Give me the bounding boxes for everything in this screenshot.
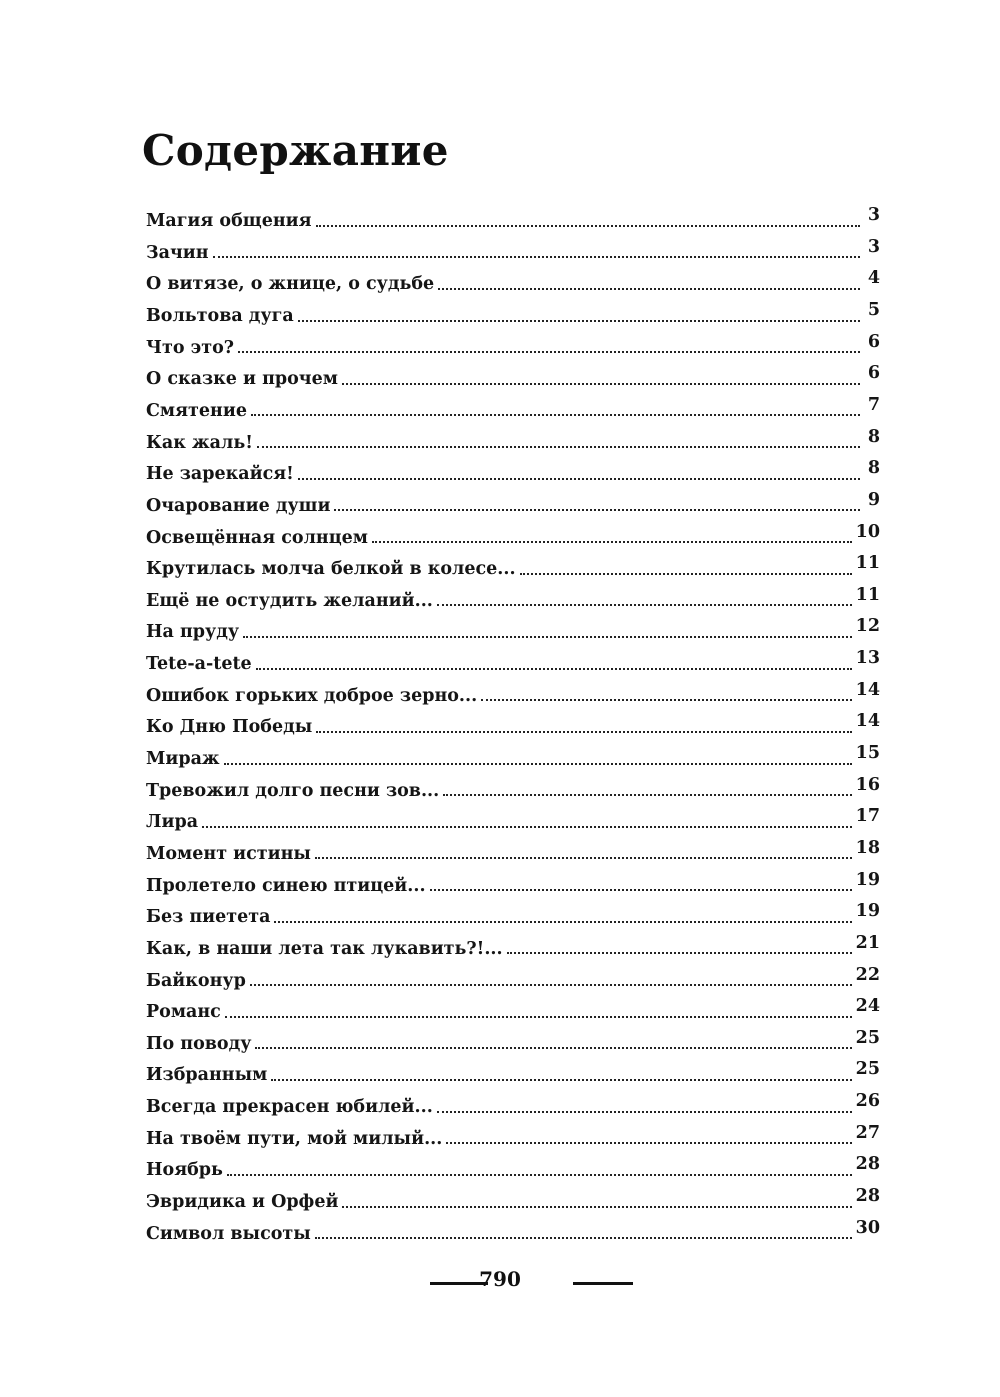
toc-entry-page-number: 25 (855, 1059, 880, 1080)
toc-entry-title: Всегда прекрасен юбилей... (146, 1097, 433, 1118)
toc-entry-title: Зачин (146, 242, 209, 263)
toc-entry (146, 644, 880, 676)
toc-entry-page-number: 9 (867, 489, 880, 510)
toc-entry (146, 581, 880, 613)
toc-entry (146, 201, 880, 233)
toc-entry-title: Как жаль! (146, 432, 253, 453)
table-of-contents (146, 201, 880, 1245)
toc-entry-page-number: 8 (867, 426, 880, 447)
page-title: Содержание (142, 126, 449, 175)
toc-dot-leader (256, 668, 852, 670)
toc-dot-leader (224, 763, 852, 765)
toc-dot-leader (342, 383, 860, 385)
toc-dot-leader (227, 1174, 852, 1176)
toc-entry-title: На твоём пути, мой милый... (146, 1128, 443, 1149)
toc-dot-leader (315, 857, 852, 859)
toc-entry-title: Не зарекайся! (146, 464, 294, 485)
toc-entry-page-number: 8 (867, 458, 880, 479)
toc-entry (146, 1150, 880, 1182)
toc-entry-title: Ещё не остудить желаний... (146, 590, 433, 611)
toc-entry (146, 834, 880, 866)
toc-entry-title: Байконур (146, 970, 246, 991)
toc-entry-title: Без пиетета (146, 907, 271, 928)
toc-dot-leader (372, 541, 852, 543)
toc-entry-page-number: 15 (855, 743, 880, 764)
toc-entry-page-number: 6 (867, 331, 880, 352)
toc-entry (146, 486, 880, 518)
toc-entry-page-number: 17 (855, 806, 880, 827)
toc-entry-title: Романс (146, 1002, 221, 1023)
toc-dot-leader (342, 1206, 851, 1208)
toc-dot-leader (213, 256, 860, 258)
toc-entry-page-number: 21 (855, 932, 880, 953)
toc-entry (146, 233, 880, 265)
toc-dot-leader (437, 604, 852, 606)
toc-entry-title: Очарование души (146, 495, 331, 516)
toc-entry (146, 1119, 880, 1151)
toc-dot-leader (437, 1111, 852, 1113)
toc-entry-title: Момент истины (146, 843, 311, 864)
toc-entry (146, 549, 880, 581)
toc-entry (146, 707, 880, 739)
toc-entry (146, 897, 880, 929)
toc-entry-title: Символ высоты (146, 1223, 311, 1244)
toc-entry-title: Смятение (146, 400, 247, 421)
toc-dot-leader (238, 351, 860, 353)
toc-entry (146, 676, 880, 708)
toc-entry-page-number: 22 (855, 964, 880, 985)
toc-entry (146, 391, 880, 423)
toc-dot-leader (507, 952, 852, 954)
toc-dot-leader (243, 636, 852, 638)
toc-entry (146, 517, 880, 549)
toc-entry (146, 992, 880, 1024)
toc-entry-page-number: 18 (855, 837, 880, 858)
toc-entry (146, 1182, 880, 1214)
toc-entry (146, 865, 880, 897)
toc-entry-page-number: 5 (867, 300, 880, 321)
toc-entry-title: Крутилась молча белкой в колесе... (146, 559, 516, 580)
toc-entry-title: Tete-a-tete (146, 654, 252, 675)
toc-entry-title: Как, в наши лета так лукавить?!... (146, 938, 503, 959)
toc-entry-title: Ошибок горьких доброе зерно... (146, 685, 478, 706)
toc-dot-leader (274, 921, 851, 923)
toc-dot-leader (202, 826, 852, 828)
toc-entry (146, 1087, 880, 1119)
toc-dot-leader (481, 699, 851, 701)
toc-entry (146, 454, 880, 486)
toc-entry (146, 1214, 880, 1246)
toc-entry-title: По поводу (146, 1033, 252, 1054)
toc-dot-leader (255, 1047, 851, 1049)
toc-dot-leader (271, 1079, 851, 1081)
toc-entry (146, 359, 880, 391)
toc-dot-leader (251, 414, 860, 416)
toc-entry (146, 296, 880, 328)
toc-entry-page-number: 12 (855, 616, 880, 637)
toc-entry-page-number: 14 (855, 711, 880, 732)
toc-entry-title: Ко Дню Победы (146, 717, 313, 738)
toc-entry-page-number: 13 (855, 648, 880, 669)
toc-dot-leader (316, 225, 860, 227)
toc-entry (146, 1055, 880, 1087)
toc-dot-leader (225, 1016, 852, 1018)
toc-dot-leader (298, 478, 860, 480)
toc-entry-title: О витязе, о жнице, о судьбе (146, 274, 435, 295)
toc-dot-leader (250, 984, 852, 986)
toc-dot-leader (316, 731, 851, 733)
toc-entry-page-number: 26 (855, 1091, 880, 1112)
toc-dot-leader (430, 889, 852, 891)
toc-entry-page-number: 28 (855, 1154, 880, 1175)
toc-entry-title: На пруду (146, 622, 240, 643)
toc-entry-page-number: 24 (855, 996, 880, 1017)
toc-dot-leader (334, 509, 860, 511)
toc-entry-title: О сказке и прочем (146, 369, 338, 390)
toc-dot-leader (438, 288, 860, 290)
toc-entry-page-number: 30 (855, 1217, 880, 1238)
toc-dot-leader (520, 573, 852, 575)
toc-entry-page-number: 27 (855, 1122, 880, 1143)
toc-entry-page-number: 25 (855, 1027, 880, 1048)
toc-entry-page-number: 10 (855, 521, 880, 542)
toc-entry (146, 1024, 880, 1056)
toc-dot-leader (257, 446, 860, 448)
page-footer (0, 1262, 1000, 1302)
toc-entry (146, 739, 880, 771)
toc-entry (146, 328, 880, 360)
toc-entry-page-number: 6 (867, 363, 880, 384)
toc-entry (146, 802, 880, 834)
toc-entry (146, 960, 880, 992)
toc-entry (146, 422, 880, 454)
toc-entry-page-number: 11 (855, 584, 880, 605)
toc-entry-page-number: 14 (855, 679, 880, 700)
toc-entry-title: Что это? (146, 337, 235, 358)
toc-entry (146, 771, 880, 803)
toc-entry-title: Тревожил долго песни зов... (146, 780, 440, 801)
toc-entry-title: Вольтова дуга (146, 306, 294, 327)
toc-entry-title: Ноябрь (146, 1160, 223, 1181)
page-number: 790 (479, 1267, 521, 1291)
toc-entry-title: Эвридика и Орфей (146, 1192, 339, 1212)
toc-entry-page-number: 28 (855, 1186, 880, 1206)
toc-entry (146, 612, 880, 644)
toc-entry-page-number: 3 (867, 236, 880, 257)
toc-entry-title: Магия общения (146, 211, 312, 232)
toc-dot-leader (298, 320, 860, 322)
toc-entry-page-number: 7 (867, 394, 880, 415)
toc-entry-page-number: 3 (867, 205, 880, 226)
toc-entry (146, 929, 880, 961)
toc-entry-title: Избранным (146, 1065, 268, 1086)
toc-dot-leader (315, 1237, 852, 1239)
toc-entry-page-number: 16 (855, 774, 880, 795)
toc-entry-title: Лира (146, 812, 199, 833)
toc-dot-leader (443, 794, 851, 796)
toc-entry-page-number: 11 (855, 553, 880, 574)
toc-entry-title: Освещённая солнцем (146, 527, 368, 548)
toc-entry-title: Пролетело синею птицей... (146, 875, 426, 896)
footer-rule-right (573, 1282, 633, 1285)
toc-dot-leader (446, 1142, 851, 1144)
toc-entry (146, 264, 880, 296)
toc-entry-page-number: 19 (855, 901, 880, 922)
toc-entry-page-number: 19 (855, 869, 880, 890)
toc-entry-page-number: 4 (867, 268, 880, 289)
toc-entry-title: Мираж (146, 749, 220, 770)
